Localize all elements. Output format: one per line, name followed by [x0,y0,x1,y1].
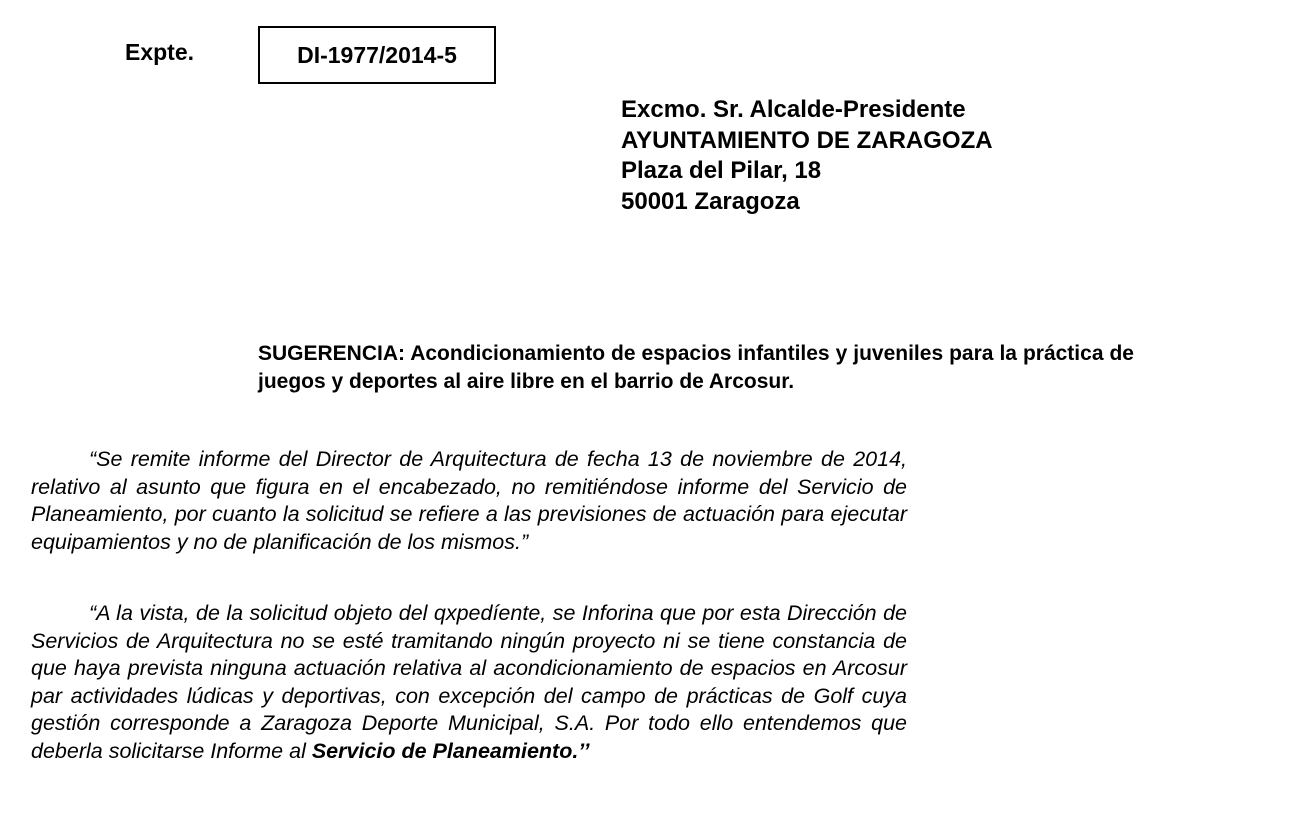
expte-number: DI-1977/2014-5 [297,41,457,68]
recipient-title: Excmo. Sr. Alcalde-Presidente [621,96,966,123]
body-paragraph-2 [31,600,907,765]
recipient-institution: AYUNTAMIENTO DE ZARAGOZA [621,126,993,154]
body-paragraph-1: “Se remite informe del Director de Arquitectura de fecha 13 de noviembre de 2014, relativo al asunto que figura en el encabezado, no remitiéndose informe del Servicio de Planeamiento, por cuanto la solicitud se refiere a las previsiones de actuación para ejecutar equipamientos y no de planificación de los mismos.” [31,447,907,554]
recipient-city: 50001 Zaragoza [621,187,800,215]
subject-heading: SUGERENCIA: Acondicionamiento de espacios infantiles y juveniles para la práctica de juegos y deportes al aire libre en el barrio de Arcosur. [258,342,1134,393]
recipient-street: Plaza del Pilar, 18 [621,157,822,184]
expte-label: Expte. [125,39,195,65]
recipient-address [621,95,993,217]
body-paragraph-2-emphasis: Servicio de Planeamiento.’’ [311,738,590,763]
expte-number-box [258,26,496,84]
body-paragraph-2-text: “A la vista, de la solicitud objeto del qxpedíente, se Inforina que por esta Dirección de Servicios de Arquitectura no se esté tramitando ningún proyecto ni se tiene constancia de que haya prevista ninguna actuación relativa al acondicionamiento de espacios en Arcosur par actividades lúdicas y deportivas, con excepción del campo de prácticas de Golf cuya gestión corresponde a Zaragoza Deporte Municipal, S.A. Por todo ello entendemos que deberla solicitarse Informe al [31,601,907,763]
